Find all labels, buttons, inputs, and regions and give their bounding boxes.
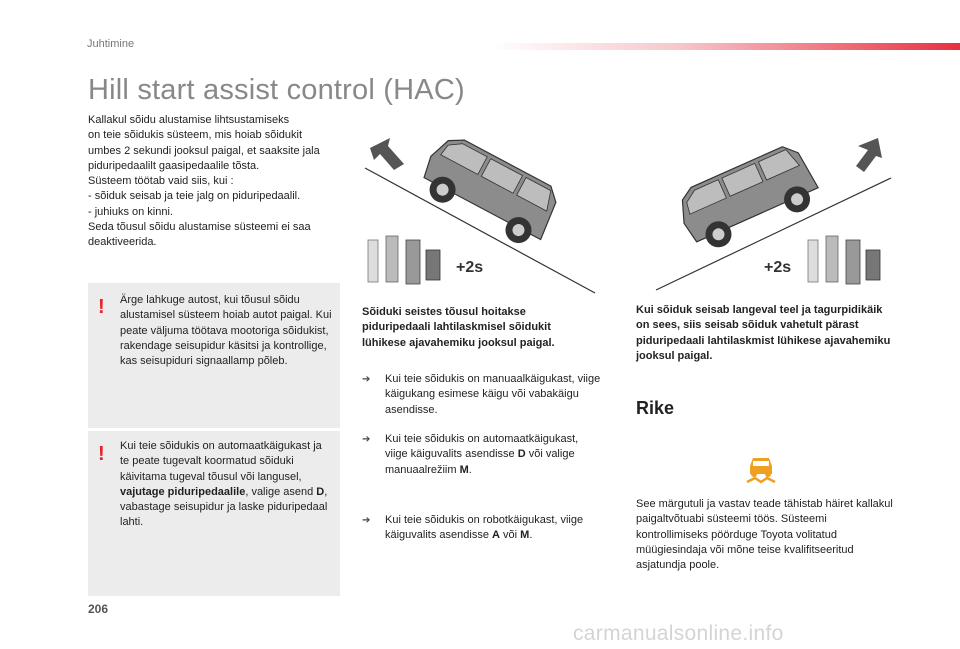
bullet-text-part: .	[529, 529, 533, 542]
page-number: 206	[88, 602, 109, 616]
intro-line: - sõiduk seisab ja teie jalg on piduripedaalil.	[88, 190, 301, 203]
watermark: carmanualsonline.info	[573, 622, 784, 645]
bullet-text-part: või	[499, 529, 521, 542]
intro-text	[88, 113, 348, 251]
intro-line: umbes 2 sekundi jooksul paigal, et saaksite jala	[88, 144, 320, 157]
warning-text-bold: D	[316, 485, 325, 498]
arrow-icon	[856, 138, 882, 172]
warning-box-parking	[88, 283, 340, 428]
warning-text-part: Kui teie sõidukis on automaatkäigukast ja te peate tugevalt koormatud sõiduki käivitama tugeval tõusul või langusel,	[120, 440, 322, 483]
bullet-arrow-icon: ➔	[362, 374, 371, 385]
arrow-icon	[370, 138, 404, 170]
warning-box-automatic	[88, 431, 340, 596]
header-accent-line	[490, 43, 960, 50]
intro-line: Seda tõusul sõidu alustamise süsteemi ei saa	[88, 221, 311, 234]
hill-start-warning-icon	[745, 452, 777, 486]
section-label: Juhtimine	[87, 38, 135, 50]
list-item	[362, 372, 602, 418]
bullet-text-bold: M	[459, 463, 469, 476]
exclamation-icon: !	[98, 296, 105, 318]
bullet-text-bold: D	[517, 448, 526, 461]
uphill-van-illustration	[360, 128, 600, 298]
intro-line: Süsteem töötab vaid siis, kui :	[88, 175, 234, 188]
downhill-van-illustration	[636, 128, 894, 300]
bullet-text	[385, 513, 602, 544]
intro-line: piduripedaalilt gaasipedaalile tõsta.	[88, 159, 260, 172]
uphill-caption: Sõiduki seistes tõusul hoitakse piduripedaali lahtilaskmisel sõidukit lühikese ajavahemiku jooksul paigal.	[362, 306, 555, 349]
bullet-text-bold: A	[492, 529, 500, 542]
list-item	[362, 513, 602, 544]
intro-line: on teie sõidukis süsteem, mis hoiab sõidukit	[88, 129, 302, 142]
bullet-text-part: või valige manuaalrežiim	[385, 448, 575, 476]
intro-line: deaktiveerida.	[88, 236, 157, 249]
warning-text: Ärge lahkuge autost, kui tõusul sõidu alustamisel süsteem hoiab autot paigal. Kui peate väljuma töötava mootoriga sõidukist, rakendage seisupidur käsitsi ja kontrollige, kas seisupiduri signaallamp põleb.	[120, 294, 332, 368]
downhill-caption: Kui sõiduk seisab langeval teel ja tagurpidikäik on sees, siis seisab sõiduk vahetult pärast piduripedaali lahtilaskmist lühikese ajavahemiku jooksul paigal.	[636, 304, 891, 362]
bullet-text-part: Kui teie sõidukis on robotkäigukast, viige käiguvalits asendisse	[385, 514, 584, 542]
intro-line: Kallakul sõidu alustamise lihtsustamiseks	[88, 114, 290, 126]
warning-text	[120, 439, 334, 531]
bullet-arrow-icon: ➔	[362, 434, 371, 445]
bullet-text	[385, 432, 602, 478]
warning-text-part: , vabastage seisupidur ja laske piduripedaal lahti.	[120, 485, 328, 529]
bullet-arrow-icon: ➔	[362, 515, 371, 526]
rike-description: See märgutuli ja vastav teade tähistab häiret kallakul paigaltvõtuabi süsteemi töös. Süsteemi kontrollimiseks pöörduge Toyota volitatud müügiesindaja või mõne teise kvalifitseeritud asjatundja poole.	[636, 498, 893, 572]
page-title: Hill start assist control (HAC)	[88, 74, 465, 106]
bullet-text-part: .	[468, 463, 472, 476]
delay-badge: +2s	[764, 259, 792, 276]
exclamation-icon: !	[98, 443, 105, 465]
warning-text-part: , valige asend	[245, 485, 317, 498]
bullet-text-part: Kui teie sõidukis on automaatkäigukast, viige käiguvalits asendisse	[385, 433, 579, 461]
bullet-text-bold: M	[520, 529, 530, 542]
bullet-text: Kui teie sõidukis on manuaalkäigukast, viige käigukang esimese käigu või vabakäigu asendisse.	[385, 373, 601, 416]
intro-line: - juhiuks on kinni.	[88, 205, 173, 218]
warning-text-bold: vajutage piduripedaalile	[120, 485, 246, 498]
section-heading-rike: Rike	[636, 398, 675, 418]
delay-badge: +2s	[456, 259, 484, 276]
list-item	[362, 432, 602, 478]
